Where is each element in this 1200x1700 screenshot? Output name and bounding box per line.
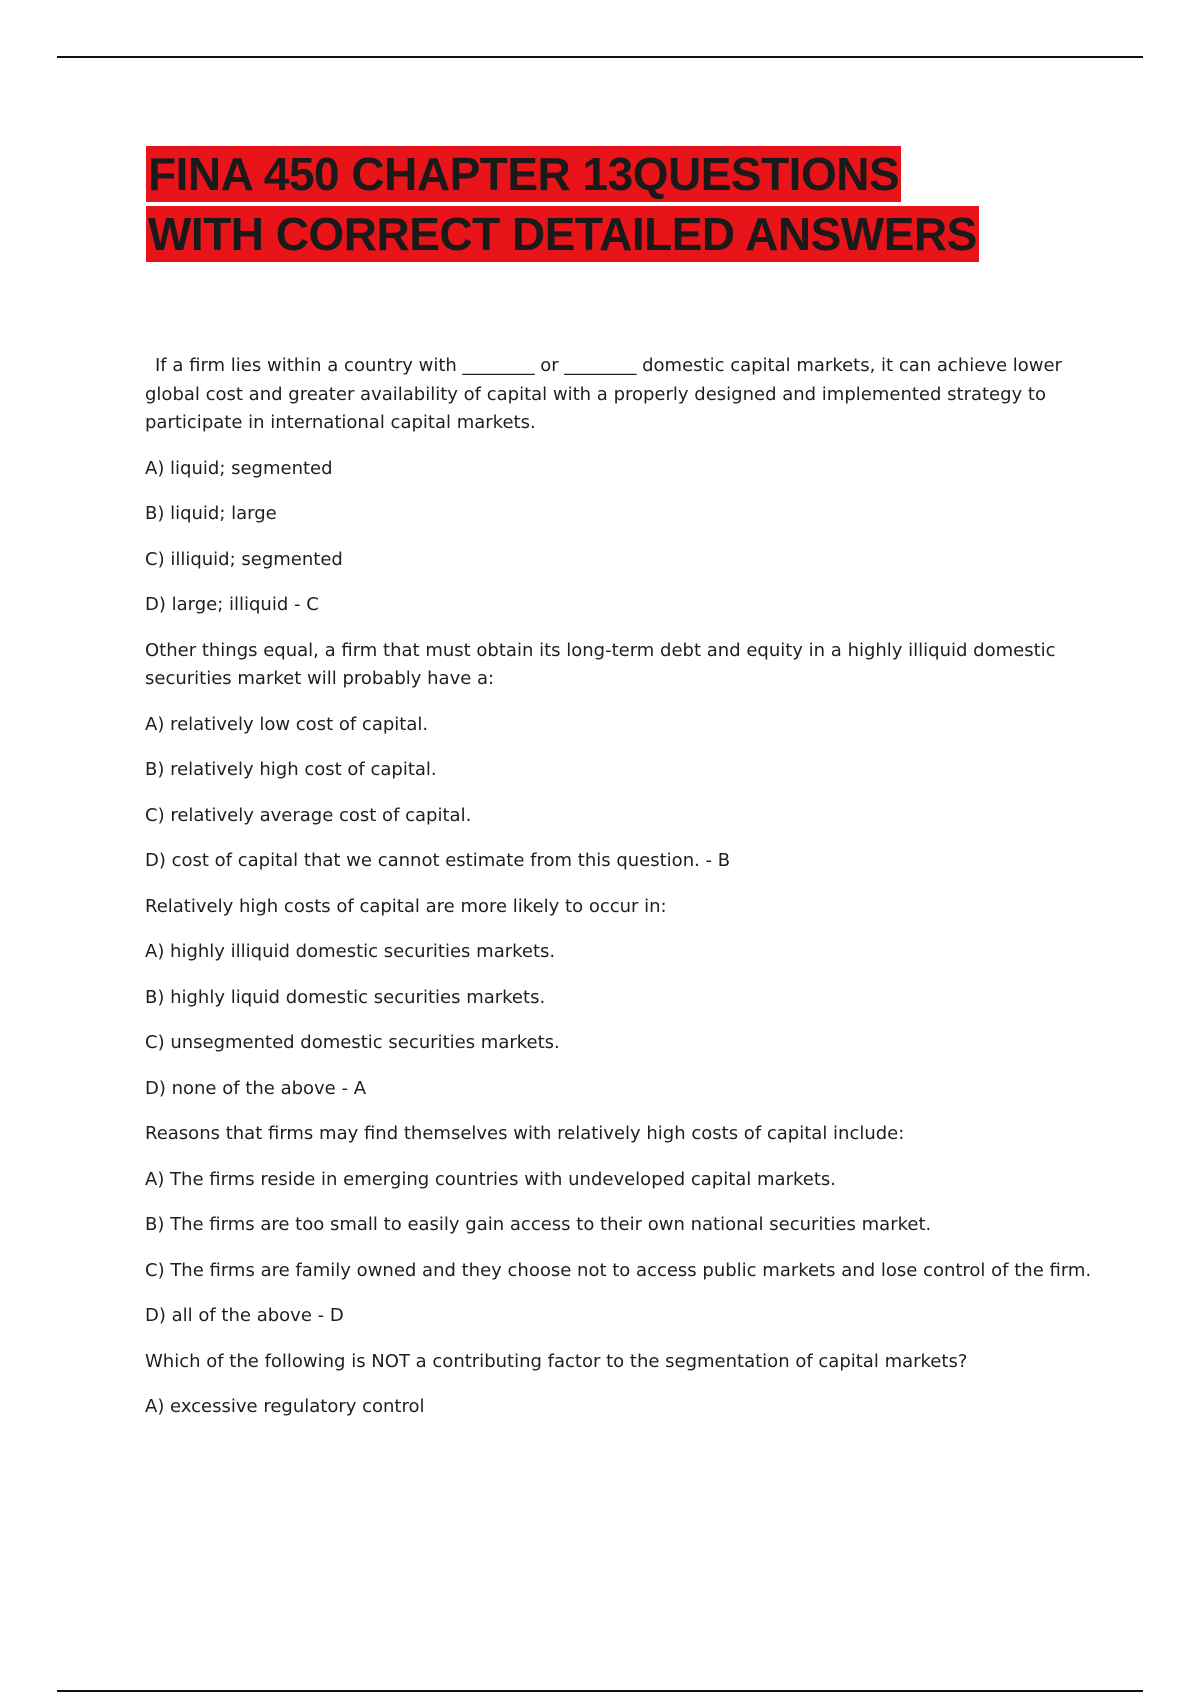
answer-option: D) none of the above - A xyxy=(145,1077,367,1099)
answer-option: C) The firms are family owned and they choose not to access public markets and lose control of the firm. xyxy=(145,1259,1092,1281)
answer-option: D) large; illiquid - C xyxy=(145,594,319,615)
answer-option: B) The firms are too small to easily gain access to their own national securities market. xyxy=(145,1214,932,1235)
question-text: Reasons that firms may find themselves with relatively high costs of capital include: xyxy=(145,1123,905,1144)
answer-option: D) cost of capital that we cannot estimate from this question. - B xyxy=(145,850,731,871)
question-text: Other things equal, a firm that must obtain its long-term debt and equity in a highly illiquid domestic securities market will probably have a: xyxy=(145,639,1056,689)
answer-option: C) unsegmented domestic securities markets. xyxy=(145,1032,560,1053)
answer-option: C) relatively average cost of capital. xyxy=(145,804,472,826)
question-block xyxy=(145,1348,1095,1422)
title-line-1: FINA 450 CHAPTER 13QUESTIONS xyxy=(148,148,900,200)
answer-option: A) relatively low cost of capital. xyxy=(145,713,429,735)
answer-option: B) relatively high cost of capital. xyxy=(145,759,437,780)
answer-option: A) liquid; segmented xyxy=(145,457,333,479)
answer-option: A) The firms reside in emerging countries with undeveloped capital markets. xyxy=(145,1168,836,1190)
question-block xyxy=(145,637,1095,876)
title-line-2: WITH CORRECT DETAILED ANSWERS xyxy=(148,208,977,260)
question-text: Which of the following is NOT a contributing factor to the segmentation of capital markets? xyxy=(145,1350,968,1372)
answer-option: D) all of the above - D xyxy=(145,1305,344,1326)
bottom-rule xyxy=(57,1690,1143,1692)
top-rule xyxy=(57,56,1143,58)
question-text: Relatively high costs of capital are more likely to occur in: xyxy=(145,895,667,917)
answer-option: B) highly liquid domestic securities markets. xyxy=(145,986,546,1008)
answer-option: A) excessive regulatory control xyxy=(145,1396,425,1417)
document-title xyxy=(146,146,1096,266)
question-block xyxy=(145,893,1095,1104)
questions-body xyxy=(145,352,1095,1439)
question-text: If a firm lies within a country with ________ or ________ domestic capital markets, it can achieve lower global cost and greater availability of capital with a properly designed and implemented strategy to participate in international capital markets. xyxy=(145,355,1062,433)
answer-option: C) illiquid; segmented xyxy=(145,548,343,570)
answer-option: A) highly illiquid domestic securities markets. xyxy=(145,941,556,962)
question-block xyxy=(145,1120,1095,1331)
answer-option: B) liquid; large xyxy=(145,503,277,524)
question-block xyxy=(145,352,1095,620)
